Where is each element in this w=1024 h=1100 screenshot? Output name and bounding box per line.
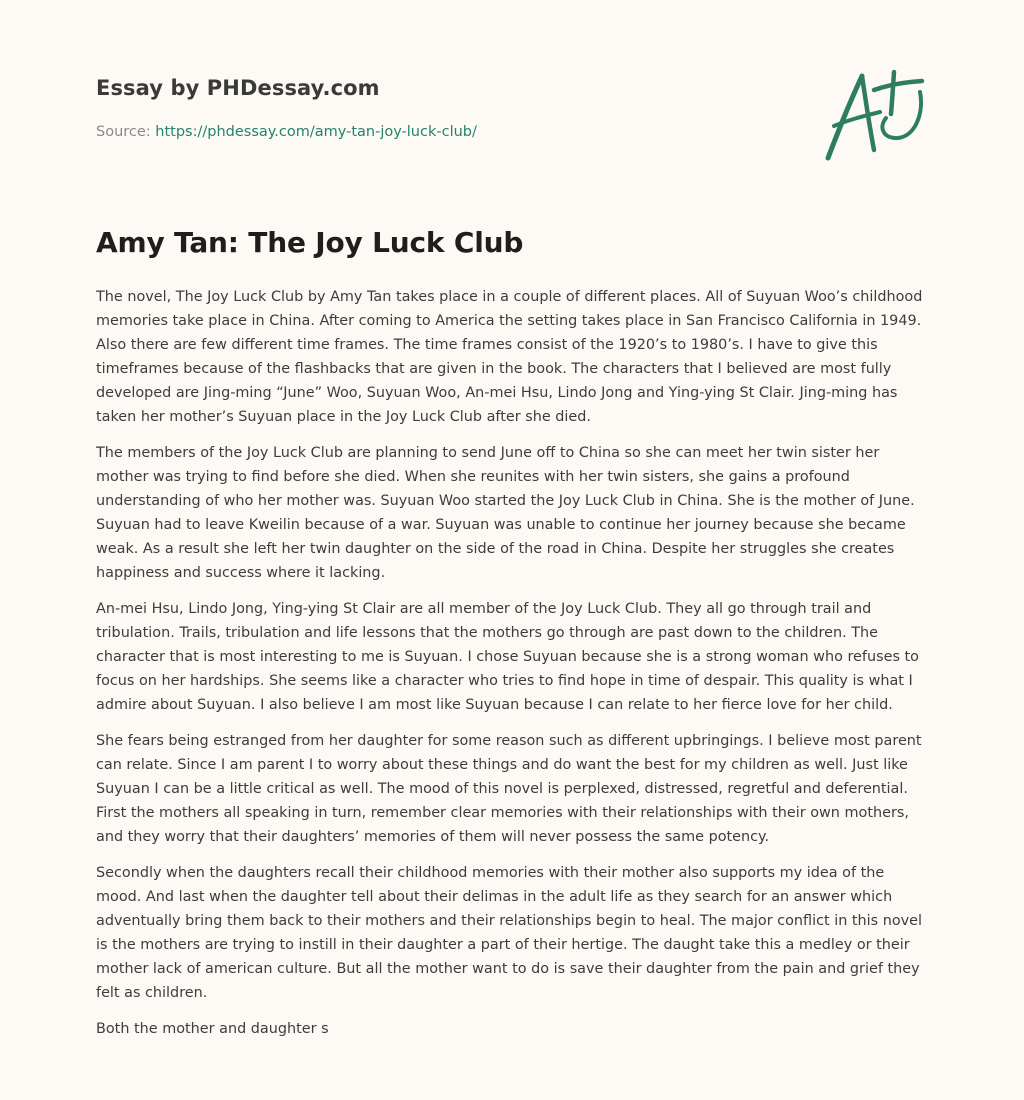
essay-body <box>96 285 930 1053</box>
essay-title: Amy Tan: The Joy Luck Club <box>96 226 524 259</box>
paragraph: Both the mother and daughter s <box>96 1021 329 1037</box>
source-label: Source: <box>96 124 151 140</box>
paragraph: She fears being estranged from her daughter for some reason such as different upbringings. I believe most parent can relate. Since I am parent I to worry about these things and do want the best for my children as well. Just like Suyuan I can be a little critical as well. The mood of this novel is perplexed, distressed, regretful and deferential. First the mothers all speaking in turn, remember clear memories with their relationships with their own mothers, and they worry that their daughters’ memories of them will never possess the same potency. <box>96 733 922 845</box>
source-link[interactable]: https://phdessay.com/amy-tan-joy-luck-club/ <box>155 124 477 140</box>
paragraph: The members of the Joy Luck Club are planning to send June off to China so she can meet her twin sister her mother was trying to find before she died. When she reunites with her twin sisters, she gains a profound understanding of who her mother was. Suyuan Woo started the Joy Luck Club in China. She is the mother of June. Suyuan had to leave Kweilin because of a war. Suyuan was unable to continue her journey because she became weak. As a result she left her twin daughter on the side of the road in China. Despite her struggles she creates happiness and success where it lacking. <box>96 445 915 581</box>
paragraph: The novel, The Joy Luck Club by Amy Tan takes place in a couple of different places. All of Suyuan Woo’s childhood memories take place in China. After coming to America the setting takes place in San Francisco California in 1949. Also there are few different time frames. The time frames consist of the 1920’s to 1980’s. I have to give this timeframes because of the flashbacks that are given in the book. The characters that I believed are most fully developed are Jing-ming “June” Woo, Suyuan Woo, An-mei Hsu, Lindo Jong and Ying-ying St Clair. Jing-ming has taken her mother’s Suyuan place in the Joy Luck Club after she died. <box>96 289 923 425</box>
a-plus-logo-icon <box>822 66 926 166</box>
paragraph: Secondly when the daughters recall their childhood memories with their mother also supports my idea of the mood. And last when the daughter tell about their delimas in the adult life as they search for an answer which adventually bring them back to their mothers and their relationships begin to heal. The major conflict in this novel is the mothers are trying to instill in their daughter a part of their hertige. The daught take this a medley or their mother lack of american culture. But all the mother want to do is save their daughter from the pain and grief they felt as children. <box>96 865 923 1001</box>
paragraph: An-mei Hsu, Lindo Jong, Ying-ying St Clair are all member of the Joy Luck Club. They all go through trail and tribulation. Trails, tribulation and life lessons that the mothers go through are past down to the children. The character that is most interesting to me is Suyuan. I chose Suyuan because she is a strong woman who refuses to focus on her hardships. She seems like a character who tries to find hope in time of despair. This quality is what I admire about Suyuan. I also believe I am most like Suyuan because I can relate to her fierce love for her child. <box>96 601 919 713</box>
source-line <box>96 124 477 140</box>
site-brand: Essay by PHDessay.com <box>96 76 380 100</box>
